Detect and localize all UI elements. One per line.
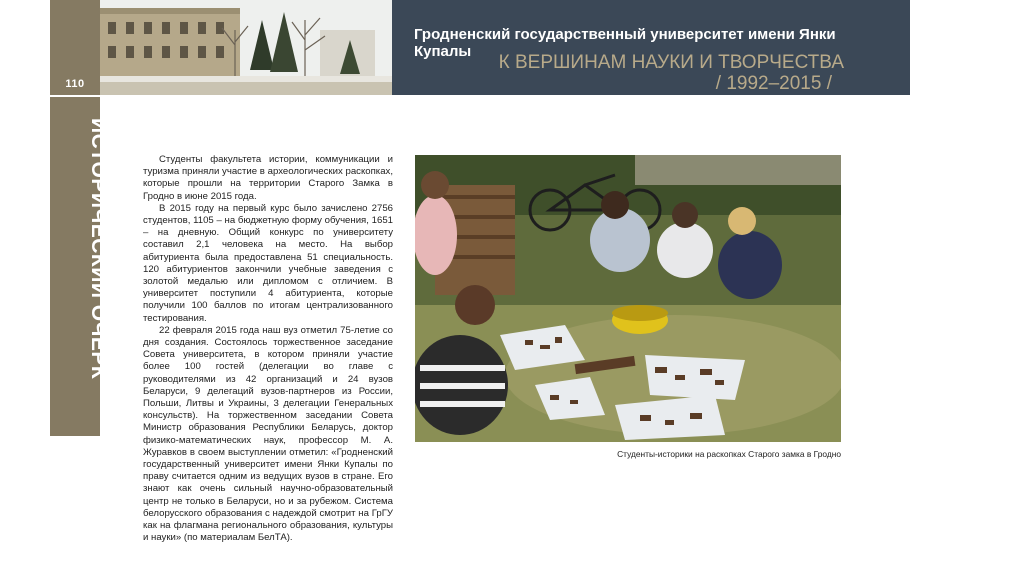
book-title: К ВЕРШИНАМ НАУКИ И ТВОРЧЕСТВА: [498, 52, 844, 73]
sidebar-divider: [50, 95, 100, 97]
book-years: / 1992–2015 /: [715, 73, 832, 94]
article-paragraph: Студенты факультета истории, коммуникации и туризма приняли участие в археологических раскопках, которые прошли на территории Старого Замка в Гродно в июне 2015 года.: [143, 154, 393, 202]
excavation-photo: [415, 155, 841, 442]
section-title: ИСТОРИЧЕСКИЙ ОЧЕРК: [87, 118, 110, 380]
page-number: 110: [65, 78, 85, 90]
article-text: [143, 154, 393, 545]
excavation-illustration: [415, 155, 841, 442]
article-paragraph: В 2015 году на первый курс было зачислено 2756 студентов, 1105 – на бюджетную форму обучения, 1651 – на дневную. Общий конкурс по университету составил 2,1 человека на место. На выбор абитуриента была предоставлена 51 специальность. 120 абитуриентов закончили учебные заведения с золотой медалью или дипломом с отличием. В университет поступили 4 абитуриента, которые получили 100 баллов по итогам централизованного тестирования.: [143, 202, 393, 324]
section-sidebar: [50, 0, 110, 436]
building-illustration: [100, 0, 392, 95]
header-band: [392, 0, 910, 95]
header-photo-university-building: [100, 0, 392, 95]
university-name: Гродненский государственный университет имени Янки Купалы: [414, 26, 836, 60]
photo-caption: Студенты-историки на раскопках Старого замка в Гродно: [617, 449, 841, 459]
article-paragraph: 22 февраля 2015 года наш вуз отметил 75-летие со дня создания. Состоялось торжественное заседание Совета университета, в котором приняли участие более 100 гостей (делегации во главе с руководителями из 42 организаций и 24 вузов Беларуси, 9 делегаций вузов-партнеров из России, Польши, Литвы и Украины, 3 делегации Генеральных консульств). На торжественном заседании Совета Министр образования Республики Беларусь, доктор физико-математических наук, профессор М. А. Журавков в своем выступлении отметил: «Гродненский государственный университет имени Янки Купалы по праву считается одним из ведущих вузов в стране. Его знают как очень сильный научно-образовательный центр не только в Беларуси, но и за рубежом. Система белорусского образования с надеждой смотрит на ГрГУ как на флагмана регионального образования, культуры и науки» (по материалам БелТА).: [143, 324, 393, 544]
